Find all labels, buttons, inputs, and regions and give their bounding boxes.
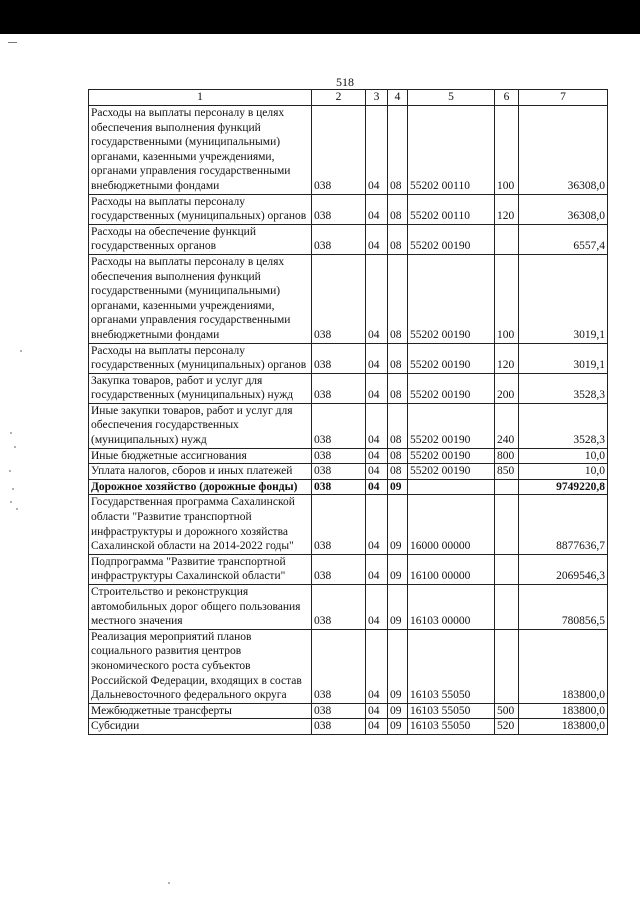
row-target: 55202 00190 <box>408 224 495 254</box>
row-expense-type <box>495 554 519 584</box>
row-ministry: 038 <box>312 719 366 735</box>
row-expense-type <box>495 479 519 495</box>
row-ministry: 038 <box>312 495 366 554</box>
row-ministry: 038 <box>312 343 366 373</box>
margin-mark <box>8 42 17 43</box>
row-expense-type: 200 <box>495 373 519 403</box>
row-section: 04 <box>366 719 388 735</box>
row-target: 55202 00190 <box>408 254 495 343</box>
table-row <box>89 106 608 195</box>
header-col-2: 2 <box>312 90 366 106</box>
row-target: 55202 00190 <box>408 373 495 403</box>
row-amount: 10,0 <box>519 464 608 480</box>
row-target: 16000 00000 <box>408 495 495 554</box>
row-name: Уплата налогов, сборов и иных платежей <box>89 464 312 480</box>
row-subsection: 09 <box>388 629 408 703</box>
scan-speck <box>20 350 22 352</box>
row-ministry: 038 <box>312 373 366 403</box>
table-row <box>89 703 608 719</box>
row-subsection: 08 <box>388 403 408 448</box>
row-name: Дорожное хозяйство (дорожные фонды) <box>89 479 312 495</box>
page-number: 518 <box>336 75 354 89</box>
table-row <box>89 343 608 373</box>
row-ministry: 038 <box>312 585 366 630</box>
scan-top-border <box>0 0 640 34</box>
row-subsection: 08 <box>388 106 408 195</box>
row-name: Иные бюджетные ассигнования <box>89 448 312 464</box>
table-row <box>89 373 608 403</box>
row-amount: 3019,1 <box>519 343 608 373</box>
header-col-1: 1 <box>89 90 312 106</box>
row-amount: 183800,0 <box>519 629 608 703</box>
row-subsection: 09 <box>388 719 408 735</box>
row-name: Подпрограмма "Развитие транспортной инфраструктуры Сахалинской области" <box>89 554 312 584</box>
row-target: 55202 00190 <box>408 448 495 464</box>
row-ministry: 038 <box>312 403 366 448</box>
row-section: 04 <box>366 703 388 719</box>
table-row <box>89 194 608 224</box>
row-ministry: 038 <box>312 703 366 719</box>
row-target: 16103 55050 <box>408 703 495 719</box>
row-subsection: 08 <box>388 254 408 343</box>
scan-speck <box>168 882 170 884</box>
header-col-4: 4 <box>388 90 408 106</box>
row-target: 16100 00000 <box>408 554 495 584</box>
row-ministry: 038 <box>312 479 366 495</box>
row-section: 04 <box>366 106 388 195</box>
row-amount: 6557,4 <box>519 224 608 254</box>
row-subsection: 08 <box>388 343 408 373</box>
row-expense-type: 800 <box>495 448 519 464</box>
row-section: 04 <box>366 448 388 464</box>
header-col-6: 6 <box>495 90 519 106</box>
row-expense-type <box>495 629 519 703</box>
row-subsection: 09 <box>388 495 408 554</box>
row-name: Реализация мероприятий планов социального развития центров экономического роста субъектов Российской Федерации, входящих в состав Дальневосточного федерального округа <box>89 629 312 703</box>
row-section: 04 <box>366 254 388 343</box>
row-name: Расходы на обеспечение функций государственных органов <box>89 224 312 254</box>
row-section: 04 <box>366 495 388 554</box>
scan-speck <box>12 488 14 490</box>
row-expense-type: 520 <box>495 719 519 735</box>
row-expense-type: 100 <box>495 106 519 195</box>
row-ministry: 038 <box>312 554 366 584</box>
row-section: 04 <box>366 479 388 495</box>
header-row <box>89 90 608 106</box>
table-row <box>89 464 608 480</box>
scan-speck <box>10 432 12 434</box>
row-subsection: 08 <box>388 373 408 403</box>
row-amount: 183800,0 <box>519 719 608 735</box>
row-ministry: 038 <box>312 194 366 224</box>
row-target: 16103 00000 <box>408 585 495 630</box>
header-col-3: 3 <box>366 90 388 106</box>
row-expense-type: 500 <box>495 703 519 719</box>
row-target: 55202 00110 <box>408 106 495 195</box>
table-row <box>89 585 608 630</box>
row-target <box>408 479 495 495</box>
row-expense-type: 120 <box>495 343 519 373</box>
row-amount: 10,0 <box>519 448 608 464</box>
table-row <box>89 554 608 584</box>
row-section: 04 <box>366 343 388 373</box>
row-name: Иные закупки товаров, работ и услуг для обеспечения государственных (муниципальных) нужд <box>89 403 312 448</box>
row-target: 55202 00190 <box>408 403 495 448</box>
row-section: 04 <box>366 224 388 254</box>
row-ministry: 038 <box>312 629 366 703</box>
row-subsection: 09 <box>388 479 408 495</box>
table-row <box>89 224 608 254</box>
row-amount: 3528,3 <box>519 373 608 403</box>
row-amount: 3019,1 <box>519 254 608 343</box>
row-name: Закупка товаров, работ и услуг для государственных (муниципальных) нужд <box>89 373 312 403</box>
header-col-5: 5 <box>408 90 495 106</box>
row-subsection: 09 <box>388 585 408 630</box>
row-subsection: 08 <box>388 194 408 224</box>
row-section: 04 <box>366 629 388 703</box>
row-expense-type: 100 <box>495 254 519 343</box>
row-expense-type: 240 <box>495 403 519 448</box>
row-name: Расходы на выплаты персоналу государственных (муниципальных) органов <box>89 194 312 224</box>
row-name: Расходы на выплаты персоналу в целях обеспечения выполнения функций государственными (муниципальными) органами, казенными учреждениями, органами управления государственными внебюджетными фондами <box>89 254 312 343</box>
table-row <box>89 448 608 464</box>
row-subsection: 08 <box>388 224 408 254</box>
row-amount: 9749220,8 <box>519 479 608 495</box>
row-expense-type <box>495 224 519 254</box>
table-row <box>89 495 608 554</box>
row-amount: 36308,0 <box>519 194 608 224</box>
row-expense-type: 120 <box>495 194 519 224</box>
scan-speck <box>16 508 18 510</box>
row-amount: 8877636,7 <box>519 495 608 554</box>
row-section: 04 <box>366 585 388 630</box>
table-row <box>89 254 608 343</box>
row-subsection: 08 <box>388 464 408 480</box>
row-name: Государственная программа Сахалинской области "Развитие транспортной инфраструктуры и дорожного хозяйства Сахалинской области на 2014-2022 годы" <box>89 495 312 554</box>
row-expense-type <box>495 495 519 554</box>
row-target: 16103 55050 <box>408 719 495 735</box>
scan-speck <box>14 446 16 448</box>
row-target: 55202 00190 <box>408 343 495 373</box>
row-ministry: 038 <box>312 224 366 254</box>
table-row-section <box>89 479 608 495</box>
row-section: 04 <box>366 194 388 224</box>
row-ministry: 038 <box>312 254 366 343</box>
row-amount: 780856,5 <box>519 585 608 630</box>
scan-speck <box>9 470 11 472</box>
row-amount: 183800,0 <box>519 703 608 719</box>
row-section: 04 <box>366 373 388 403</box>
row-ministry: 038 <box>312 448 366 464</box>
scan-speck <box>10 501 12 503</box>
row-section: 04 <box>366 464 388 480</box>
row-expense-type <box>495 585 519 630</box>
row-name: Межбюджетные трансферты <box>89 703 312 719</box>
row-subsection: 08 <box>388 448 408 464</box>
row-name: Расходы на выплаты персоналу в целях обеспечения выполнения функций государственными (муниципальными) органами, казенными учреждениями, органами управления государственными внебюджетными фондами <box>89 106 312 195</box>
row-section: 04 <box>366 403 388 448</box>
row-section: 04 <box>366 554 388 584</box>
header-col-7: 7 <box>519 90 608 106</box>
row-name: Строительство и реконструкция автомобильных дорог общего пользования местного значения <box>89 585 312 630</box>
row-amount: 2069546,3 <box>519 554 608 584</box>
row-target: 55202 00190 <box>408 464 495 480</box>
row-amount: 3528,3 <box>519 403 608 448</box>
row-subsection: 09 <box>388 703 408 719</box>
row-ministry: 038 <box>312 106 366 195</box>
table-row <box>89 629 608 703</box>
table-row <box>89 719 608 735</box>
table-row <box>89 403 608 448</box>
row-ministry: 038 <box>312 464 366 480</box>
row-expense-type: 850 <box>495 464 519 480</box>
row-name: Расходы на выплаты персоналу государственных (муниципальных) органов <box>89 343 312 373</box>
row-subsection: 09 <box>388 554 408 584</box>
row-amount: 36308,0 <box>519 106 608 195</box>
row-target: 16103 55050 <box>408 629 495 703</box>
row-name: Субсидии <box>89 719 312 735</box>
budget-table <box>88 89 608 735</box>
row-target: 55202 00110 <box>408 194 495 224</box>
